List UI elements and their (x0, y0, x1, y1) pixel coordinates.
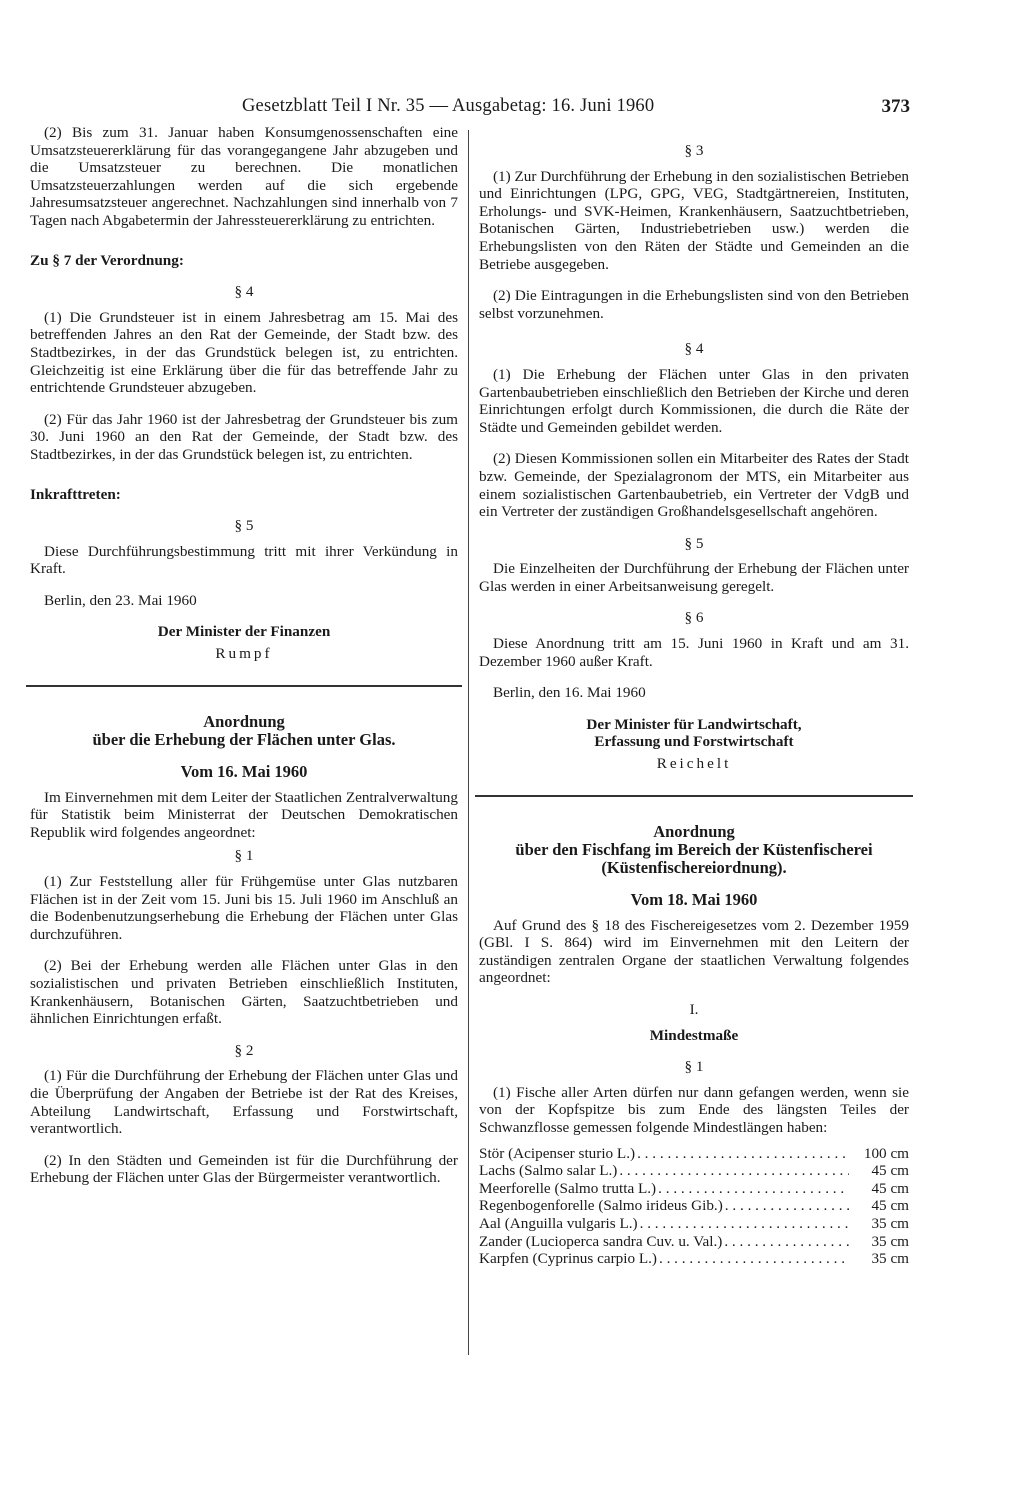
minister-name: Reichelt (656, 755, 732, 773)
leader-dots (656, 1180, 849, 1198)
fish-name: Zander (Lucioperca sandra Cuv. u. Val.) (479, 1232, 723, 1250)
paragraph: (2) Bis zum 31. Januar haben Konsumgenossenschaften eine Umsatzsteuererklärung für das vorangegangene Jahr abzugeben und die Umsatzsteuer zu berechnen. Die monatlichen Umsatzsteuerzahlungen werden auf die sich ergebende Jahresumsatzsteuer angerechnet. Nachzahlungen sind innerhalb von 7 Tagen nach Abgabetermin der Jahressteuererklärung zu entrichten. (30, 124, 458, 229)
right-column (479, 124, 909, 1268)
paragraph-sign: § 6 (684, 609, 704, 627)
ordinance-date: Vom 16. Mai 1960 (180, 761, 308, 781)
paragraph: (1) Die Erhebung der Flächen unter Glas in den privaten Gartenbaubetrieben einschließlich den Betrieben der Kirche und deren Einrichtungen erfolgt durch Kommissionen, die durch die Räte der Städte und Gemeinden gebildet werden. (479, 365, 909, 436)
place-date: Berlin, den 23. Mai 1960 (44, 591, 197, 609)
paragraph-sign: § 3 (684, 142, 704, 159)
section-heading: Inkrafttreten: (30, 485, 121, 503)
ordinance-subtitle: über den Fischfang im Bereich der Küstenfischerei (515, 839, 873, 859)
leader-dots (657, 1250, 849, 1268)
leader-dots (617, 1162, 849, 1180)
list-item (479, 1250, 909, 1268)
paragraph: (1) Die Grundsteuer ist in einem Jahresbetrag am 15. Mai des betreffenden Jahres an den Rat der Gemeinde, der Stadt bzw. des Stadtbezirkes, in der das Grundstück belegen ist, zu entrichten. Gleichzeitig ist eine Erklärung über die für das betreffende Jahr zu entrichtende Grundsteuer abzugeben. (30, 308, 458, 397)
page-number: 373 (881, 96, 910, 117)
section-rule (26, 685, 462, 687)
list-item (479, 1162, 909, 1180)
paragraph: (2) Die Eintragungen in die Erhebungslisten sind von den Betrieben selbst vorzunehmen. (479, 287, 909, 322)
min-length-value: 45 cm (871, 1179, 909, 1197)
paragraph: (1) Fische aller Arten dürfen nur dann gefangen werden, wenn sie von der Kopfspitze bis zum Ende des längsten Teiles der Schwanzflosse gemessen folgende Mindestlängen haben: (479, 1083, 909, 1136)
fish-name: Stör (Acipenser sturio L.) (479, 1144, 636, 1162)
min-length-value: 45 cm (871, 1162, 909, 1180)
fish-name: Lachs (Salmo salar L.) (479, 1162, 618, 1180)
ordinance-subtitle: über die Erhebung der Flächen unter Glas. (92, 729, 396, 749)
paragraph: (2) Diesen Kommissionen sollen ein Mitarbeiter des Rates der Stadt bzw. Gemeinde, der Spezialagronom der MTS, ein Mitarbeiter aus einem sozialistischen Gartenbaubetrieb, ein Vertreter der VdgB und ein Vertreter der zuständigen Großhandelsgesellschaft angehören. (479, 450, 909, 521)
min-length-value: 35 cm (871, 1232, 909, 1250)
leader-dots (722, 1233, 849, 1251)
min-length-value: 45 cm (871, 1197, 909, 1215)
paragraph: Diese Durchführungsbestimmung tritt mit ihrer Verkündung in Kraft. (30, 542, 458, 578)
list-item (479, 1180, 909, 1198)
leader-dots (635, 1145, 849, 1163)
page-header (228, 96, 910, 126)
minister-title: Der Minister für Landwirtschaft, (586, 715, 802, 733)
part-title: Mindestmaße (649, 1026, 739, 1044)
minister-title: Erfassung und Forstwirtschaft (594, 733, 794, 751)
leader-dots (723, 1197, 849, 1215)
ordinance-title: Anordnung (203, 711, 285, 731)
section-heading: Zu § 7 der Verordnung: (30, 251, 184, 269)
section-rule (475, 795, 913, 797)
paragraph-sign: § 5 (684, 534, 704, 552)
fish-name: Meerforelle (Salmo trutta L.) (479, 1179, 657, 1197)
fish-name: Aal (Anguilla vulgaris L.) (479, 1214, 638, 1232)
list-item (479, 1197, 909, 1215)
paragraph: Auf Grund des § 18 des Fischereigesetzes vom 2. Dezember 1959 (GBl. I S. 864) wird im Einvernehmen mit den Leitern der zuständigen zentralen Organe der staatlichen Verwaltung folgendes angeordnet: (479, 916, 909, 987)
fish-name: Karpfen (Cyprinus carpio L.) (479, 1250, 657, 1268)
paragraph: (1) Für die Durchführung der Erhebung der Flächen unter Glas und die Überprüfung der Angaben der Betriebe ist der Rat des Kreises, Abteilung Landwirtschaft, Erfassung und Forstwirtschaft, verantwortlich. (30, 1067, 458, 1138)
min-length-value: 35 cm (871, 1214, 909, 1232)
paragraph: (2) Für das Jahr 1960 ist der Jahresbetrag der Grundsteuer bis zum 30. Juni 1960 an den Rat der Gemeinde, der Stadt bzw. des Stadtbezirkes, in der das Grundstück belegen ist, zu entrichten. (30, 410, 458, 463)
minister-name: Rumpf (215, 645, 273, 663)
paragraph-sign: § 4 (234, 283, 254, 301)
list-item (479, 1145, 909, 1163)
place-date: Berlin, den 16. Mai 1960 (493, 684, 646, 702)
left-column (30, 124, 458, 1187)
paragraph: Im Einvernehmen mit dem Leiter der Staatlichen Zentralverwaltung für Statistik beim Ministerrat der Deutschen Demokratischen Republik wird folgendes angeordnet: (30, 788, 458, 841)
paragraph-sign: § 2 (234, 1041, 254, 1059)
leader-dots (638, 1215, 849, 1233)
paragraph-sign: § 5 (234, 517, 254, 535)
paragraph: (2) In den Städten und Gemeinden ist für die Durchführung der Erhebung der Flächen unter Glas der Bürgermeister verantwortlich. (30, 1151, 458, 1187)
min-length-value: 100 cm (863, 1144, 909, 1162)
paragraph: Diese Anordnung tritt am 15. Juni 1960 in Kraft und am 31. Dezember 1960 außer Kraft. (479, 635, 909, 670)
column-divider (468, 130, 469, 1355)
paragraph: (1) Zur Durchführung der Erhebung in den sozialistischen Betrieben und Einrichtungen (LPG, GPG, VEG, Stadtgärtnereien, Instituten, Erholungs- und SVK-Heimen, Krankenhäusern, Saatzuchtbetrieben, Botanischen Gärten, Industriebetrieben usw.) werden die Erhebungslisten von den Räten der Städte und Gemeinden an die Betriebe ausgegeben. (479, 167, 909, 273)
min-length-value: 35 cm (871, 1250, 909, 1268)
ordinance-title: Anordnung (653, 821, 735, 841)
fish-name: Regenbogenforelle (Salmo irideus Gib.) (479, 1197, 723, 1215)
ordinance-date: Vom 18. Mai 1960 (630, 889, 758, 909)
paragraph: (1) Zur Feststellung aller für Frühgemüse unter Glas nutzbaren Flächen ist in der Zeit vom 15. Juni bis 15. Juli 1960 im Anschluß an die Bodenbenutzungserhebung die Erhebung der Flächen unter Glas durchzuführen. (30, 873, 458, 943)
ordinance-subtitle: (Küstenfischereiordnung). (601, 857, 787, 877)
paragraph-sign: § 4 (684, 340, 704, 358)
paragraph-sign: § 1 (234, 847, 254, 865)
part-numeral: I. (689, 1001, 699, 1018)
gazette-title: Gesetzblatt Teil I Nr. 35 — Ausgabetag: 16. Juni 1960 (242, 96, 655, 116)
paragraph: (2) Bei der Erhebung werden alle Flächen unter Glas in den sozialistischen und privaten Betrieben einschließlich Instituten, Krankenhäusern, Botanischen Gärten, Saatzuchtbetrieben und ähnlichen Einrichtungen erfaßt. (30, 957, 458, 1028)
paragraph-sign: § 1 (684, 1058, 704, 1076)
paragraph: Die Einzelheiten der Durchführung der Erhebung der Flächen unter Glas werden in einer Arbeitsanweisung geregelt. (479, 560, 909, 595)
list-item (479, 1233, 909, 1251)
min-length-list (479, 1145, 909, 1268)
minister-title: Der Minister der Finanzen (157, 623, 331, 641)
list-item (479, 1215, 909, 1233)
